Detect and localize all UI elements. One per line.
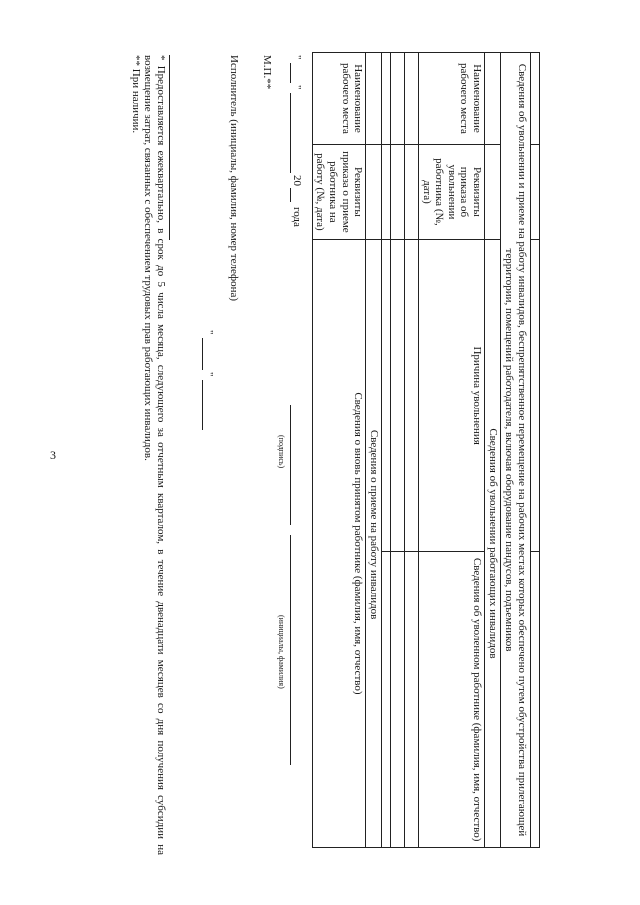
table-row	[390, 53, 404, 848]
col-hired-worker: Сведения о вновь принятом работнике (фамилия, имя, отчество)	[312, 239, 366, 847]
col-workplace-name: Наименование рабочего места	[418, 53, 484, 145]
name-caption: (инициалы, фамилия)	[277, 615, 286, 689]
dismissal-section-heading: Сведения об увольнении работающих инвалидов	[485, 239, 501, 847]
footnotes	[129, 55, 170, 855]
name-line	[290, 535, 291, 765]
executor-quote-close: "	[203, 372, 215, 377]
date-close-quote: "	[291, 85, 303, 90]
col-hire-workplace-name: Наименование рабочего места	[312, 53, 366, 145]
month-line	[290, 93, 291, 173]
hiring-section-heading: Сведения о приеме на работу инвалидов	[366, 239, 382, 847]
col-dismissal-order: Реквизиты приказа об увольнении работника (№, дата)	[418, 144, 484, 239]
executor-label: Исполнитель (инициалы, фамилия, номер телефона)	[228, 55, 240, 302]
executor-month-line	[202, 380, 203, 430]
col-dismissal-reason: Причина увольнения	[418, 239, 484, 552]
year-line	[290, 188, 291, 202]
col-dismissed-worker: Сведения об уволенном работнике (фамилия, имя, отчество)	[418, 552, 484, 848]
date-open-quote: "	[291, 55, 303, 60]
footnote-1: * Предоставляется ежеквартально, в срок до 5 числа месяца, следующего за отчетным кварталом, в течение двенадцати месяцев со дня получения субсидии на возмещение затрат, связанных с обеспечением трудовых прав работающих инвалидов.	[142, 55, 167, 855]
table-title: Сведения об увольнении и приеме на работу инвалидов, беспрепятственное перемещение на рабочих местах которых обеспечено путем обустройства прилегающей территории, помещений работодателя, включая оборудование пандусов, подъемников	[500, 53, 530, 848]
executor-quote-open: "	[203, 330, 215, 335]
page-number: 3	[50, 448, 56, 462]
signature-line	[290, 405, 291, 525]
dismissal-heading-row	[485, 53, 501, 848]
mp-label: М.П.**	[261, 55, 273, 90]
signature-caption: (подпись)	[277, 435, 286, 469]
table-top-row	[531, 53, 540, 848]
footnote-2: ** При наличии.	[129, 55, 142, 134]
footnote-rule	[169, 55, 170, 240]
disabled-workers-table	[312, 52, 540, 848]
table-title-row	[500, 53, 530, 848]
year-prefix: 20	[291, 175, 303, 186]
year-suffix: года	[291, 207, 303, 227]
table-row	[404, 53, 418, 848]
executor-day-line	[202, 338, 203, 370]
dismissal-header-row	[418, 53, 484, 848]
hiring-header-row	[312, 53, 366, 848]
col-hire-order: Реквизиты приказа о приеме работника на работу (№, дата)	[312, 144, 366, 239]
signature-block	[263, 55, 303, 845]
table-row	[381, 53, 390, 848]
hiring-heading-row	[366, 53, 382, 848]
day-line	[290, 63, 291, 83]
